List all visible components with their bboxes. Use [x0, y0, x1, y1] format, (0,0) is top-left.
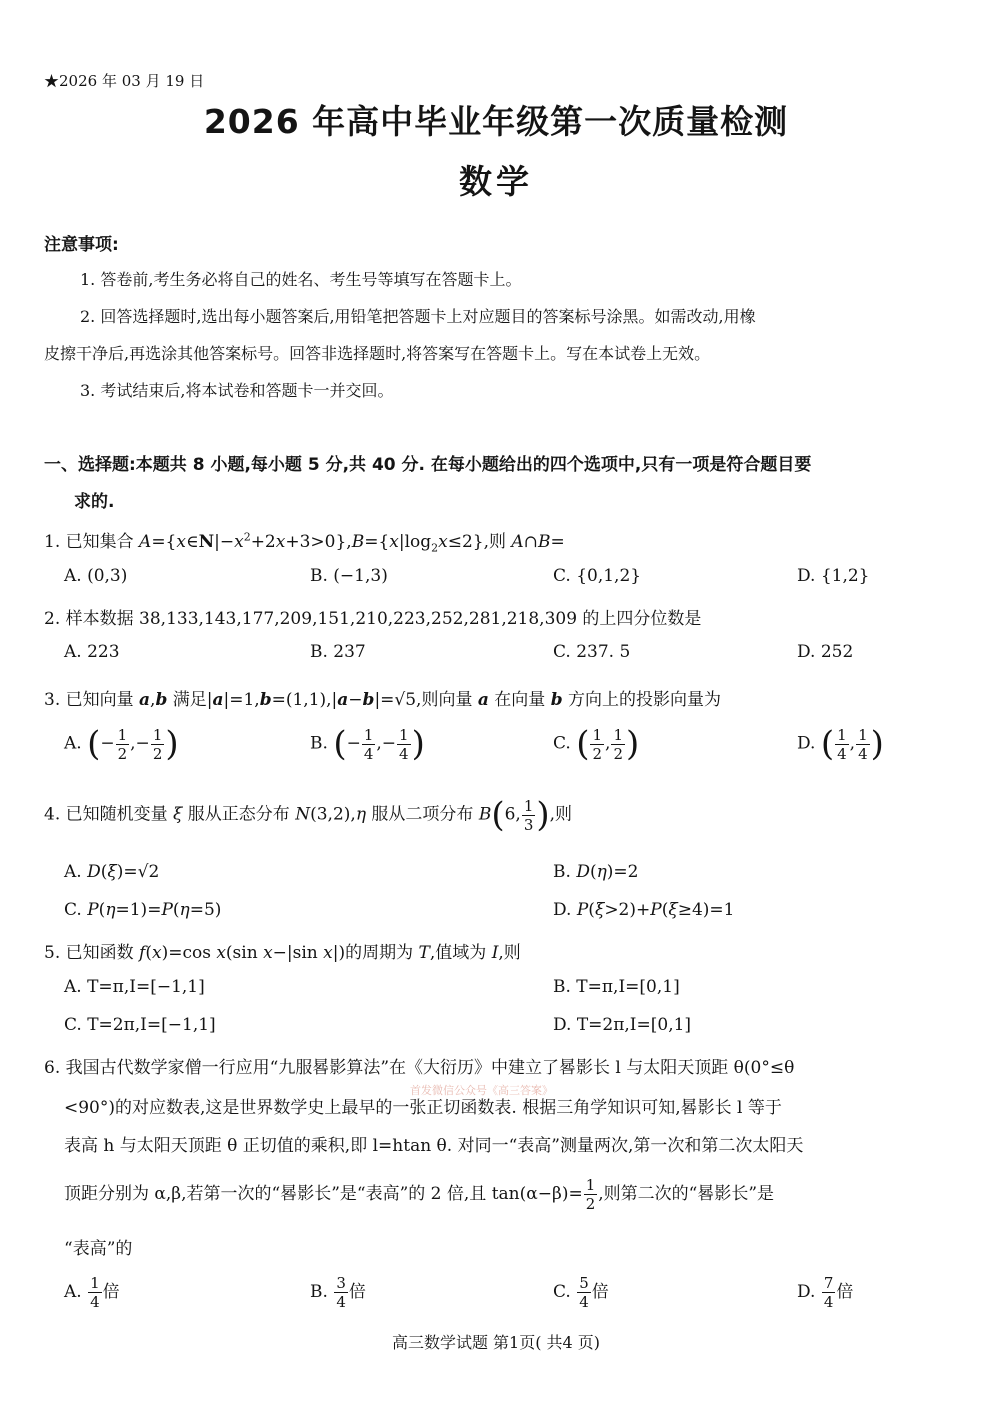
notice-heading: 注意事项: — [44, 235, 119, 255]
exam-date: ★2026 年 03 月 19 日 — [44, 72, 205, 90]
question-6-option-a: A. $\frac{1}{4}$ 倍 — [64, 1274, 120, 1311]
exam-title: 2026 年高中毕业年级第一次质量检测 — [203, 102, 789, 141]
exam-subject: 数学 — [459, 162, 533, 201]
question-1-option-c: C. {0,1,2} — [553, 566, 642, 586]
question-6-line-4-a: 顶距分别为 α,β,若第一次的“晷影长”是“表高”的 2 倍,且 tan(α−β)= — [64, 1184, 583, 1204]
question-2-stem: 2. 样本数据 38,133,143,177,209,151,210,223,252,281,218,309 的上四分位数是 — [44, 609, 702, 629]
question-4-option-c: C. P(η=1)=P(η=5) — [64, 900, 222, 920]
question-6-line-4: 顶距分别为 α,β,若第一次的“晷影长”是“表高”的 2 倍,且 tan(α−β)= $\frac{1}{2}$ ,则第二次的“晷影长”是 — [64, 1176, 775, 1213]
question-6-line-1: 6. 我国古代数学家僧一行应用“九服晷影算法”在《大衍历》中建立了晷影长 l 与太阳天顶距 θ(0°≤θ — [44, 1058, 795, 1078]
question-6-option-b: B. $\frac{3}{4}$ 倍 — [310, 1274, 366, 1311]
question-5-option-a: A. T=π,I=[−1,1] — [64, 977, 205, 997]
question-6-line-3: 表高 h 与太阳天顶距 θ 正切值的乘积,即 l=htan θ. 对同一“表高”测量两次,第一次和第二次太阳天 — [64, 1136, 804, 1156]
question-4-option-d: D. P(ξ>2)+P(ξ≥4)=1 — [553, 900, 735, 920]
question-5-stem: 5. 已知函数 f(x)=cos x(sin x−|sin x|)的周期为 T,值域为 I,则 — [44, 943, 521, 963]
question-3-option-c: C. ( $\frac{1}{2}$ , $\frac{1}{2}$ ) — [553, 724, 640, 764]
question-1-stem: 1. 已知集合 $A=\{x\in N|-x^2+2x+3>0\},B=\{x|\log_2x\le 2\}$,则 A∩B= — [44, 530, 565, 555]
question-5-option-d: D. T=2π,I=[0,1] — [553, 1015, 692, 1035]
question-6-option-d: D. $\frac{7}{4}$ 倍 — [797, 1274, 854, 1311]
question-2-option-a: A. 223 — [64, 642, 120, 662]
question-4-option-b: B. D(η)=2 — [553, 862, 639, 882]
page-footer: 高三数学试题 第1页( 共4 页) — [391, 1333, 601, 1352]
question-6-option-c: C. $\frac{5}{4}$ 倍 — [553, 1274, 609, 1311]
section-heading-cont: 求的. — [74, 492, 115, 512]
question-6-line-2: <90°)的对应数表,这是世界数学史上最早的一张正切函数表. 根据三角学知识可知,晷影长 l 等于 — [64, 1098, 782, 1118]
question-2-option-d: D. 252 — [797, 642, 854, 662]
question-6-line-4-b: ,则第二次的“晷影长”是 — [598, 1184, 775, 1204]
question-5-option-b: B. T=π,I=[0,1] — [553, 977, 680, 997]
question-4-option-a: A. D(ξ)=√2 — [64, 862, 160, 882]
notice-item-2: 2. 回答选择题时,选出每小题答案后,用铅笔把答题卡上对应题目的答案标号涂黑。如需改动,用橡 — [80, 307, 756, 326]
notice-item-3: 3. 考试结束后,将本试卷和答题卡一并交回。 — [80, 381, 394, 400]
section-heading: 一、选择题:本题共 8 小题,每小题 5 分,共 40 分. 在每小题给出的四个选项中,只有一项是符合题目要 — [44, 455, 812, 475]
question-5-option-c: C. T=2π,I=[−1,1] — [64, 1015, 216, 1035]
question-3-option-a: A. (− $\frac{1}{2}$ ,− $\frac{1}{2}$ ) — [64, 724, 179, 764]
question-3-stem: 3. 已知向量 a,b 满足|a|=1,b=(1,1),|a−b|=√5,则向量 a 在向量 b 方向上的投影向量为 — [44, 690, 721, 710]
question-1-option-a: A. (0,3) — [64, 566, 128, 586]
question-6-line-5: “表高”的 — [64, 1239, 133, 1259]
question-2-option-b: B. 237 — [310, 642, 366, 662]
question-3-option-b: B. (− $\frac{1}{4}$ ,− $\frac{1}{4}$ ) — [310, 724, 425, 764]
question-2-option-c: C. 237. 5 — [553, 642, 631, 662]
question-1-option-d: D. {1,2} — [797, 566, 870, 586]
question-1-option-b: B. (−1,3) — [310, 566, 388, 586]
notice-item-2-cont: 皮擦干净后,再选涂其他答案标号。回答非选择题时,将答案写在答题卡上。写在本试卷上无效。 — [44, 344, 711, 363]
question-4-stem: 4. 已知随机变量 ξ 服从正态分布 N(3,2),η 服从二项分布 B(6, $\frac{1}{3}$ ),则 — [44, 795, 573, 835]
notice-item-1: 1. 答卷前,考生务必将自己的姓名、考生号等填写在答题卡上。 — [80, 270, 522, 289]
watermark: 首发微信公众号《高三答案》 — [410, 1084, 553, 1097]
question-3-option-d: D. ( $\frac{1}{4}$ , $\frac{1}{4}$ ) — [797, 724, 884, 764]
